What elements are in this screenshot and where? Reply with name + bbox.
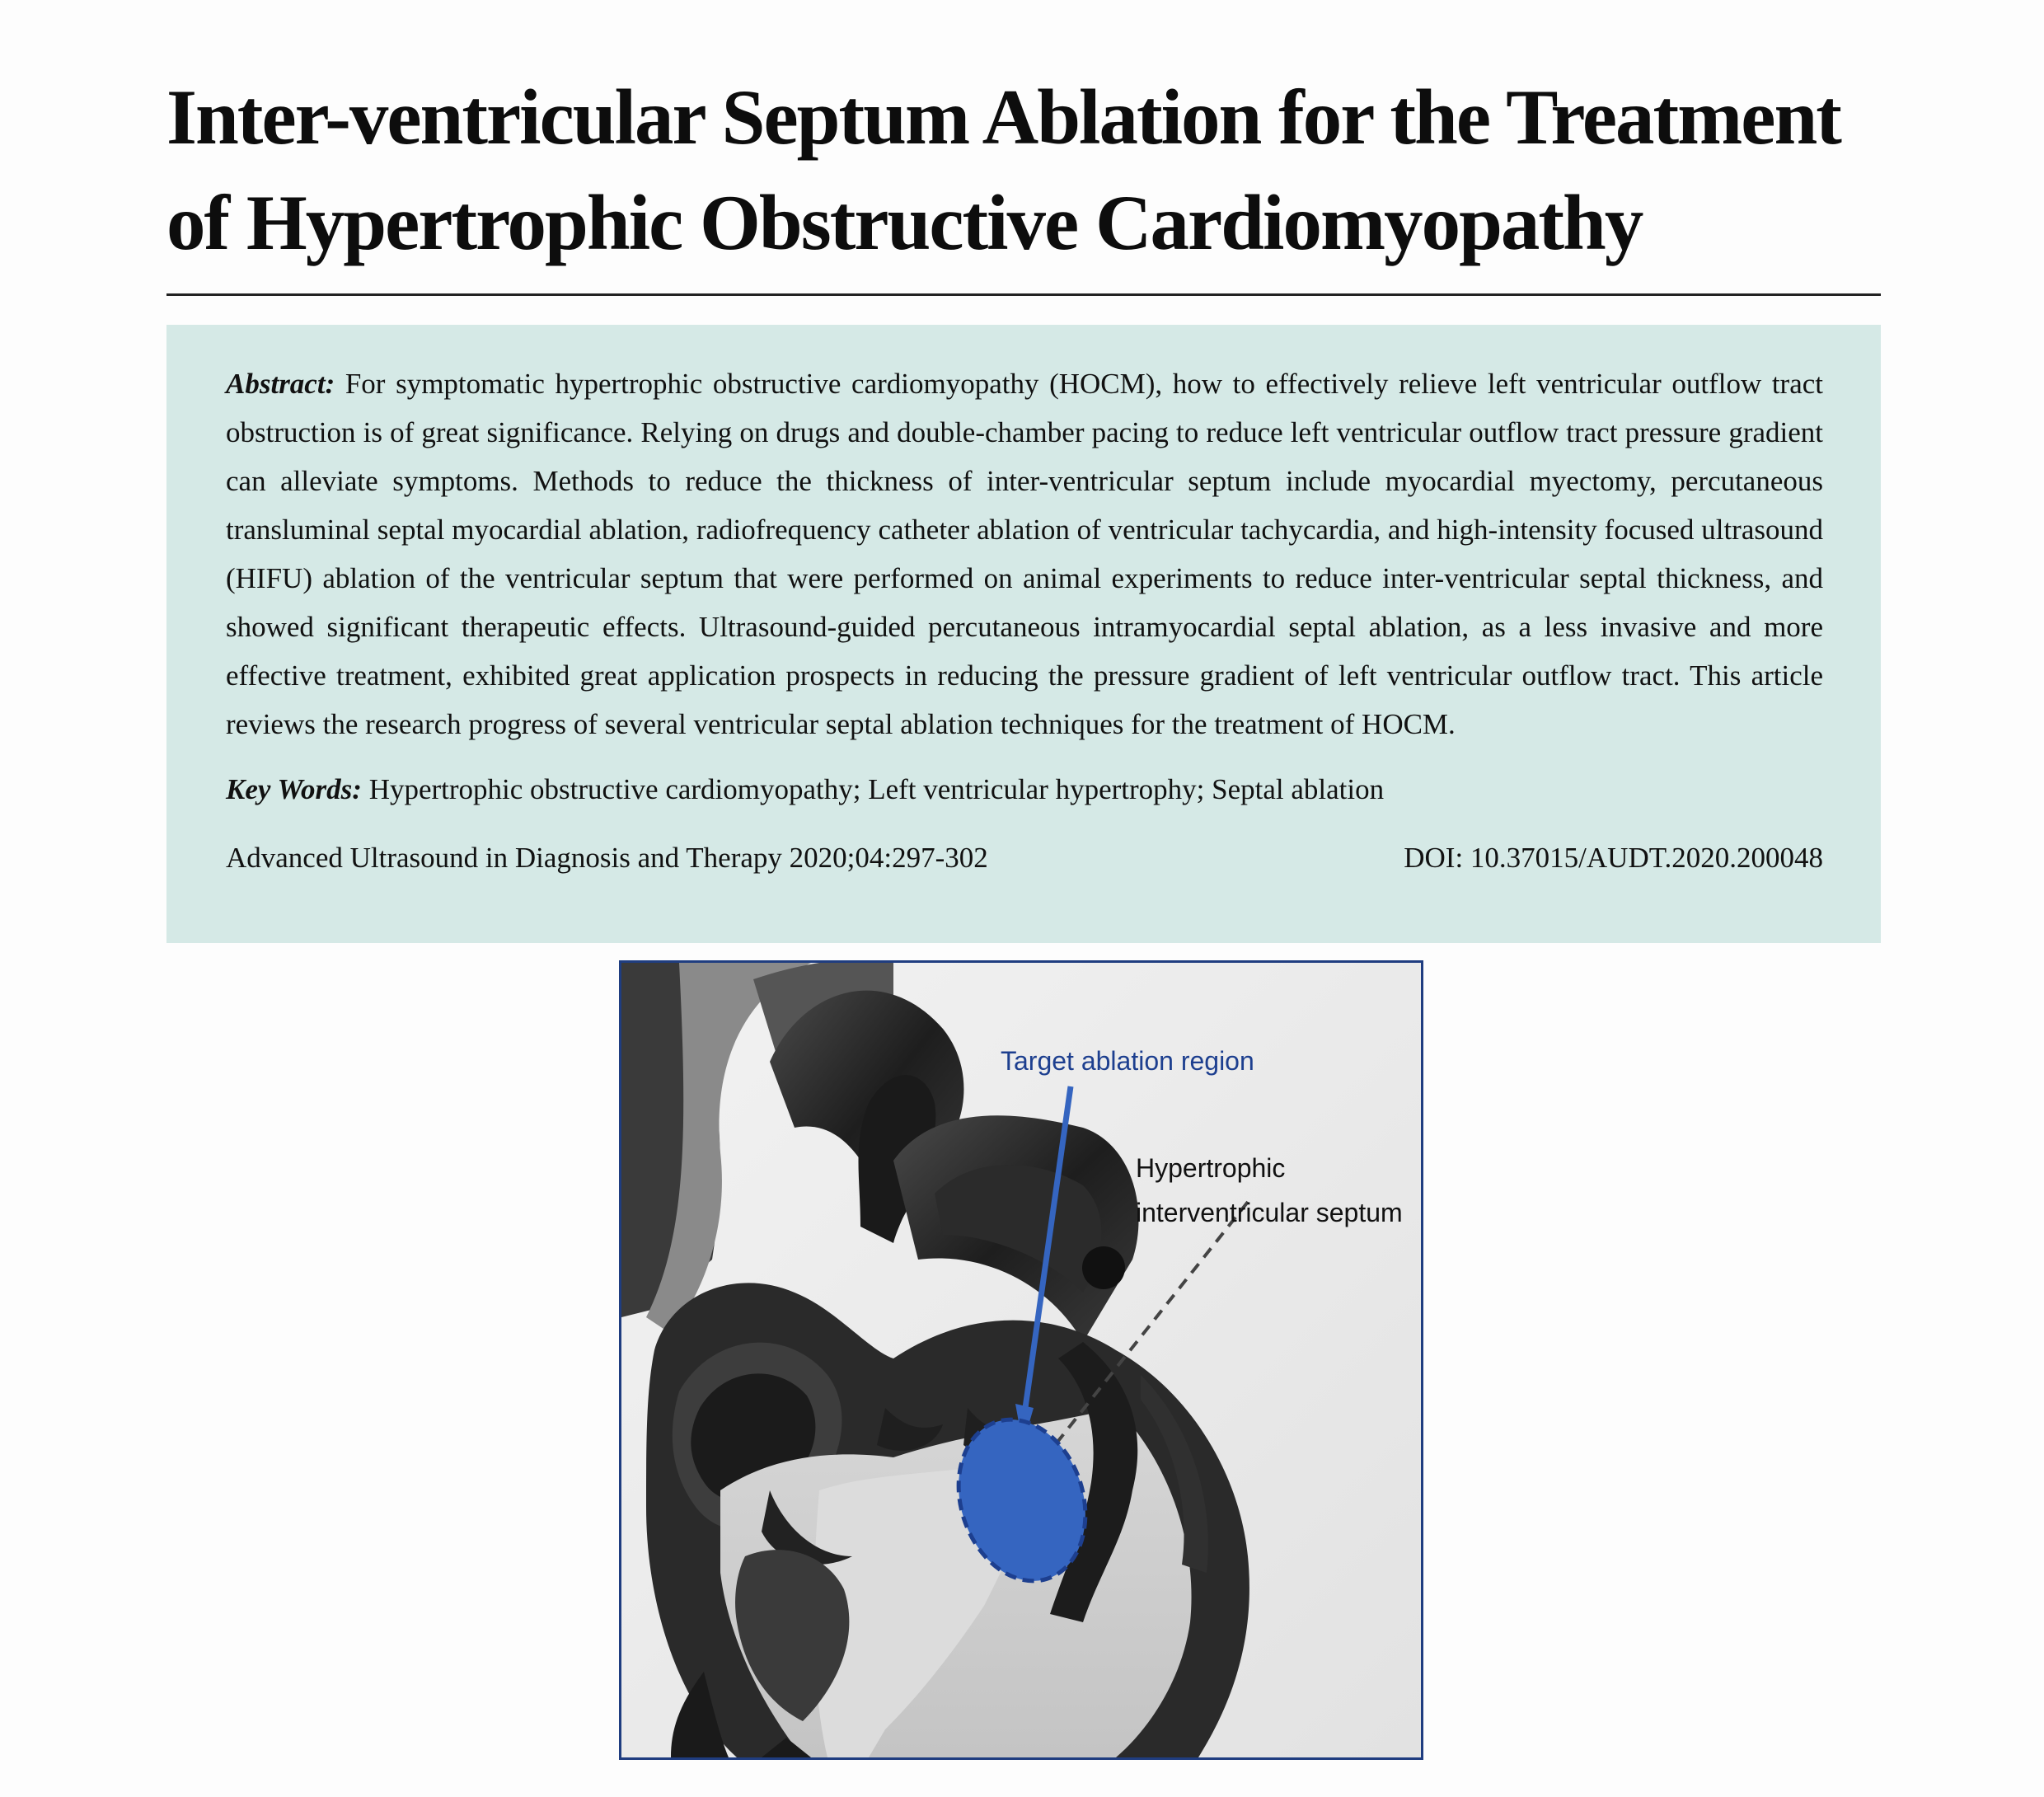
abstract-body: For symptomatic hypertrophic obstructive cardiomyopathy (HOCM), how to effectively relieve left ventricular outflow tract obstruction is of great significance. Relying on drugs and double-chamber pacing to reduce left ventricular outflow tract pressure gradient can alleviate symptoms. Methods to reduce the thickness of inter-ventricular septum include myocardial myectomy, percutaneous transluminal septal myocardial ablation, radiofrequency catheter ablation of ventricular tachycardia, and high-intensity focused ultrasound (HIFU) ablation of the ventricular septum that were performed on animal experiments to reduce inter-ventricular septal thickness, and showed significant therapeutic effects. Ultrasound-guided percutaneous intramyocardial septal ablation, as a less invasive and more effective treatment, exhibited great application prospects in reducing the pressure gradient of left ventricular outflow tract. This article reviews the research progress of several ventricular septal ablation techniques for the treatment of HOCM.	[226, 368, 1823, 740]
keywords-text: Hypertrophic obstructive cardiomyopathy; Left ventricular hypertrophy; Septal ablation	[368, 773, 1385, 805]
doi: DOI: 10.37015/AUDT.2020.200048	[1404, 842, 1823, 874]
heart-illustration	[621, 963, 1421, 1757]
citation-row	[226, 833, 1823, 882]
septum-label	[1136, 1146, 1403, 1235]
keywords-label: Key Words:	[226, 773, 362, 805]
title-divider	[166, 293, 1881, 296]
journal-citation: Advanced Ultrasound in Diagnosis and Therapy 2020;04:297-302	[226, 842, 988, 874]
abstract-paragraph	[226, 359, 1823, 748]
keywords-line	[226, 765, 1823, 814]
article-title: Inter-ventricular Septum Ablation for the Treatment of Hypertrophic Obstructive Cardiomyopathy	[166, 73, 1840, 266]
heart-illustration-figure	[619, 960, 1423, 1760]
septum-label-line2: interventricular septum	[1136, 1198, 1403, 1227]
abstract-panel	[166, 325, 1881, 943]
septum-label-line1: Hypertrophic	[1136, 1153, 1286, 1183]
abstract-label: Abstract:	[226, 368, 335, 400]
target-ablation-label: Target ablation region	[1001, 1046, 1254, 1076]
